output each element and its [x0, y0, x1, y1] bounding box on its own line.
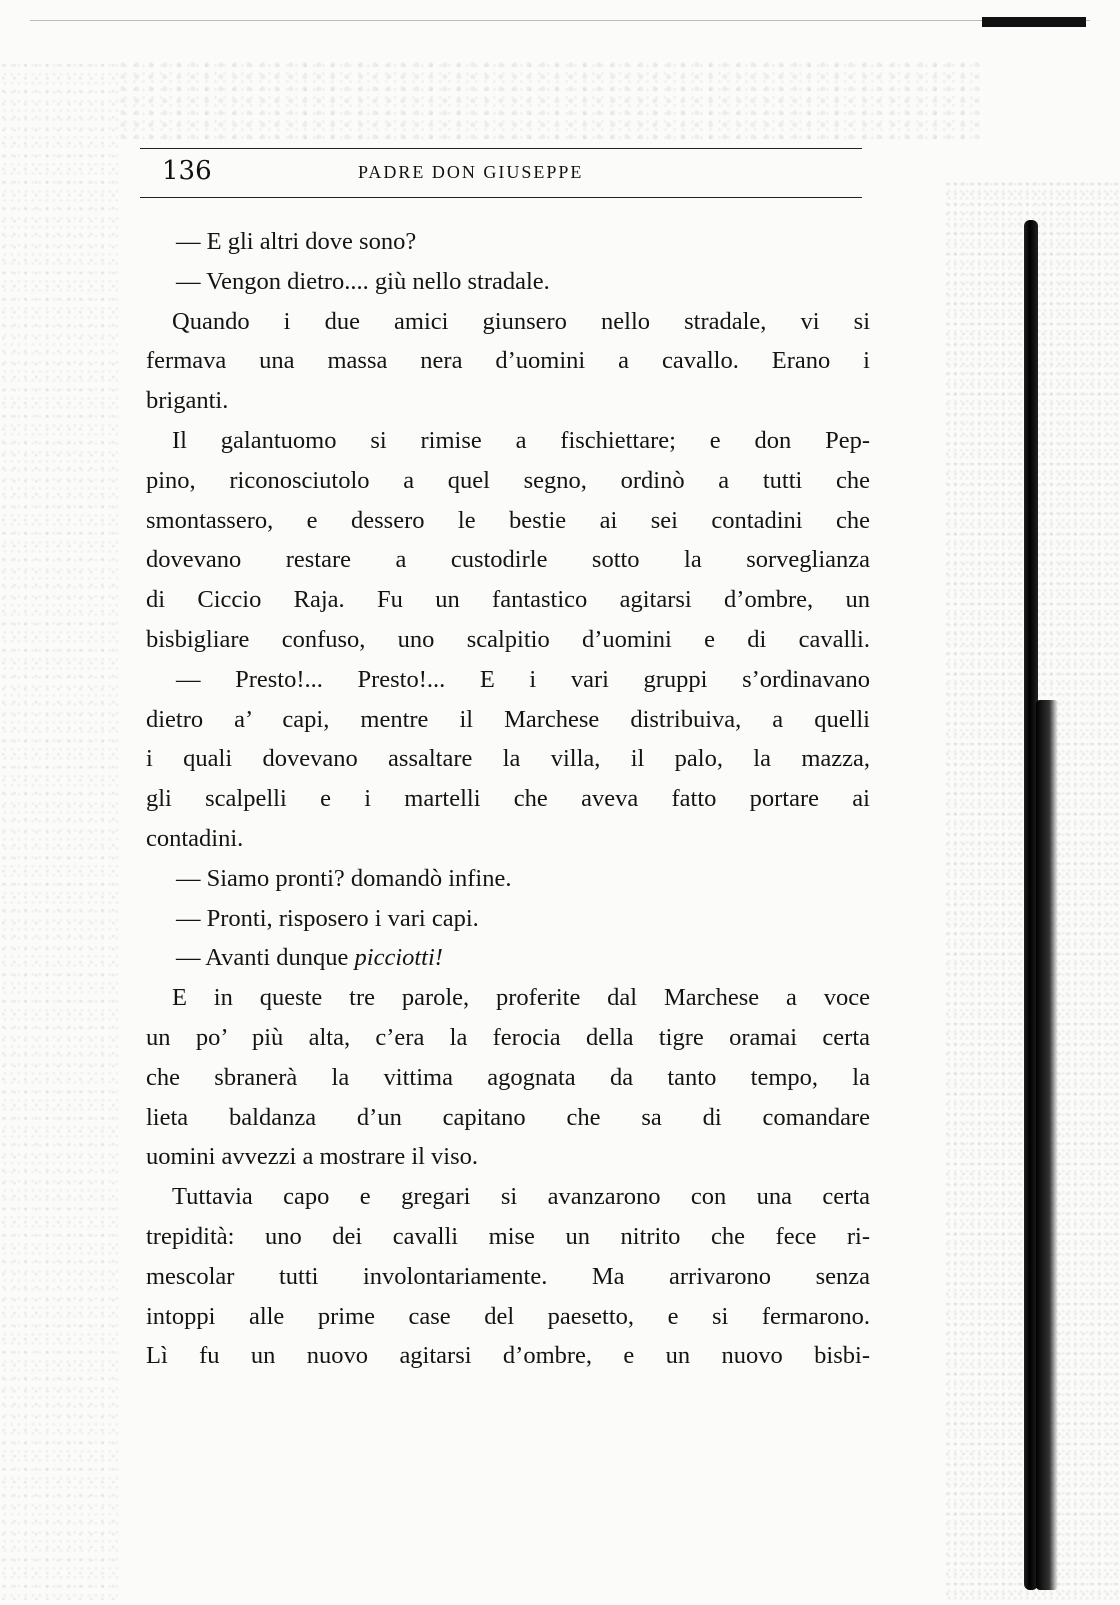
- scan-noise-left-margin: [0, 60, 120, 1600]
- avanti-prefix: — Avanti dunque: [176, 944, 355, 972]
- text-line: — Presto!... Presto!... E i vari gruppi s’ordinavano: [176, 665, 870, 693]
- text-line: uomini avvezzi a mostrare il viso.: [146, 1143, 479, 1171]
- scan-top-edge-line: [30, 20, 1090, 21]
- text-line: fermava una massa nera d’uomini a cavallo. Erano i: [146, 347, 870, 375]
- text-line: di Ciccio Raja. Fu un fantastico agitarsi d’ombre, un: [146, 586, 870, 614]
- text-line: briganti.: [146, 387, 229, 415]
- text-line: E in queste tre parole, proferite dal Marchese a voce: [172, 984, 870, 1012]
- text-line: smontassero, e dessero le bestie ai sei contadini che: [146, 506, 870, 534]
- text-line: — Siamo pronti? domandò infine.: [176, 864, 512, 892]
- avanti-italic: picciotti!: [354, 944, 443, 972]
- text-line: — Vengon dietro.... giù nello stradale.: [176, 267, 550, 295]
- text-line: — E gli altri dove sono?: [176, 228, 417, 255]
- scan-noise-top: [120, 60, 980, 140]
- page-header: [140, 150, 862, 196]
- body-text: [146, 222, 870, 1376]
- text-line: Lì fu un nuovo agitarsi d’ombre, e un nuovo bisbi-: [146, 1342, 870, 1370]
- text-line: contadini.: [146, 824, 244, 852]
- text-line: dovevano restare a custodirle sotto la sorveglianza: [146, 546, 870, 574]
- text-line: dietro a’ capi, mentre il Marchese distribuiva, a quelli: [146, 705, 870, 733]
- text-line: mescolar tutti involontariamente. Ma arrivarono senza: [146, 1262, 870, 1290]
- book-spine-edge: [1036, 700, 1058, 1590]
- text-line: intoppi alle prime case del paesetto, e si fermarono.: [146, 1302, 870, 1330]
- text-line: gli scalpelli e i martelli che aveva fatto portare ai: [146, 785, 870, 813]
- text-line: un po’ più alta, c’era la ferocia della tigre oramai certa: [146, 1023, 870, 1051]
- text-line: — Pronti, risposero i vari capi.: [176, 904, 479, 932]
- text-line: i quali dovevano assaltare la villa, il palo, la mazza,: [146, 745, 870, 773]
- scan-top-dark-mark: [982, 17, 1086, 27]
- header-rule-top: [140, 148, 862, 149]
- page-number: 136: [162, 156, 212, 186]
- header-rule-bottom: [140, 197, 862, 198]
- text-line: Tuttavia capo e gregari si avanzarono con una certa: [172, 1183, 870, 1211]
- text-line: pino, riconosciutolo a quel segno, ordinò a tutti che: [146, 466, 870, 494]
- running-title: PADRE DON GIUSEPPE: [358, 162, 584, 182]
- text-line: che sbranerà la vittima agognata da tanto tempo, la: [146, 1063, 870, 1091]
- text-line: Quando i due amici giunsero nello stradale, vi si: [172, 307, 870, 335]
- text-line: Il galantuomo si rimise a fischiettare; e don Pep-: [172, 426, 870, 454]
- text-line: trepidità: uno dei cavalli mise un nitrito che fece ri-: [146, 1222, 870, 1250]
- text-line-avanti: [146, 938, 870, 978]
- text-line: lieta baldanza d’un capitano che sa di comandare: [146, 1103, 870, 1131]
- text-line: bisbigliare confuso, uno scalpitio d’uomini e di cavalli.: [146, 625, 870, 653]
